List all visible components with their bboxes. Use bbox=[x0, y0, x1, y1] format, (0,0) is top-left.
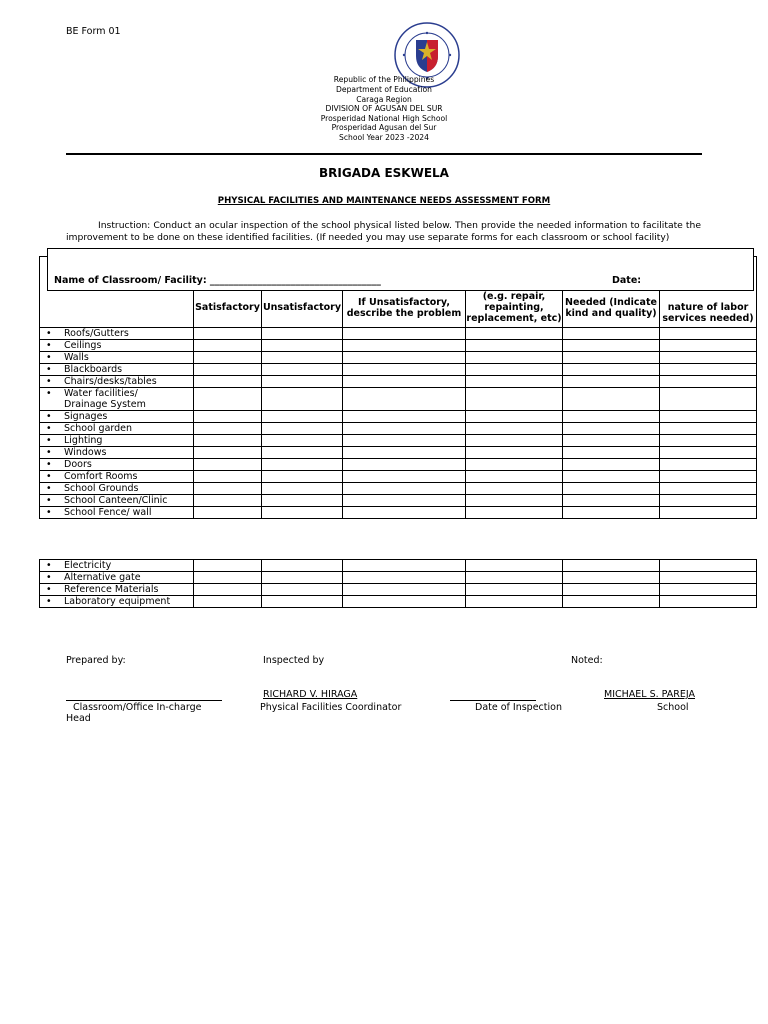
assessment-cell[interactable] bbox=[262, 352, 343, 364]
bullet-icon: • bbox=[46, 483, 52, 494]
facility-label: School Canteen/Clinic bbox=[64, 495, 168, 506]
assessment-cell[interactable] bbox=[563, 352, 660, 364]
assessment-cell[interactable] bbox=[563, 328, 660, 340]
facility-cell bbox=[40, 364, 194, 376]
assessment-cell[interactable] bbox=[194, 572, 262, 584]
assessment-cell[interactable] bbox=[563, 483, 660, 495]
assessment-cell[interactable] bbox=[660, 376, 757, 388]
assessment-cell[interactable] bbox=[563, 447, 660, 459]
assessment-cell[interactable] bbox=[262, 364, 343, 376]
assessment-cell[interactable] bbox=[660, 560, 757, 572]
assessment-cell[interactable] bbox=[660, 388, 757, 411]
inspected-by-label: Inspected by bbox=[263, 655, 325, 666]
facility-label: Alternative gate bbox=[64, 572, 141, 583]
facility-cell bbox=[40, 435, 194, 447]
assessment-cell[interactable] bbox=[660, 411, 757, 423]
facility-label: Signages bbox=[64, 411, 108, 422]
assessment-cell[interactable] bbox=[194, 596, 262, 608]
assessment-cell[interactable] bbox=[660, 471, 757, 483]
assessment-cell[interactable] bbox=[194, 507, 262, 519]
assessment-cell[interactable] bbox=[343, 596, 466, 608]
assessment-cell[interactable] bbox=[660, 352, 757, 364]
facility-cell bbox=[40, 560, 194, 572]
facility-cell bbox=[40, 483, 194, 495]
assessment-cell[interactable] bbox=[262, 495, 343, 507]
bullet-icon: • bbox=[46, 435, 52, 446]
assessment-cell[interactable] bbox=[262, 340, 343, 352]
bullet-icon: • bbox=[46, 507, 52, 518]
assessment-cell[interactable] bbox=[343, 328, 466, 340]
form-subtitle: PHYSICAL FACILITIES AND MAINTENANCE NEEDS ASSESSMENT FORM bbox=[217, 196, 551, 206]
table-row bbox=[40, 340, 757, 352]
assessment-cell[interactable] bbox=[194, 447, 262, 459]
table-row bbox=[40, 596, 757, 608]
table-row bbox=[40, 560, 757, 572]
assessment-cell[interactable] bbox=[466, 364, 563, 376]
form-title: BRIGADA ESKWELA bbox=[319, 166, 449, 180]
assessment-cell[interactable] bbox=[563, 459, 660, 471]
facility-label: Reference Materials bbox=[64, 584, 159, 595]
assessment-cell[interactable] bbox=[343, 584, 466, 596]
facility-cell bbox=[40, 584, 194, 596]
prepared-by-label: Prepared by: bbox=[66, 655, 126, 666]
classroom-facility-name-field[interactable]: Name of Classroom/ Facility: ____________________________________ bbox=[54, 275, 381, 286]
assessment-cell[interactable] bbox=[660, 584, 757, 596]
table-row bbox=[40, 388, 757, 411]
facility-cell bbox=[40, 376, 194, 388]
facility-cell bbox=[40, 459, 194, 471]
facilities-table bbox=[39, 256, 757, 519]
assessment-cell[interactable] bbox=[466, 376, 563, 388]
facility-label: School garden bbox=[64, 423, 133, 434]
facility-label: Ceilings bbox=[64, 340, 102, 351]
assessment-cell[interactable] bbox=[660, 328, 757, 340]
school-caption: School bbox=[657, 702, 689, 713]
assessment-cell[interactable] bbox=[466, 328, 563, 340]
assessment-cell[interactable] bbox=[262, 459, 343, 471]
assessment-cell[interactable] bbox=[194, 340, 262, 352]
facility-cell bbox=[40, 423, 194, 435]
assessment-cell[interactable] bbox=[262, 584, 343, 596]
assessment-cell[interactable] bbox=[262, 447, 343, 459]
assessment-cell[interactable] bbox=[194, 352, 262, 364]
assessment-cell[interactable] bbox=[194, 560, 262, 572]
table-row bbox=[40, 507, 757, 519]
facility-label: Comfort Rooms bbox=[64, 471, 138, 482]
table-row bbox=[40, 459, 757, 471]
facility-label: Walls bbox=[64, 352, 89, 363]
assessment-cell[interactable] bbox=[563, 596, 660, 608]
assessment-cell[interactable] bbox=[343, 483, 466, 495]
table-row bbox=[40, 495, 757, 507]
assessment-cell[interactable] bbox=[563, 584, 660, 596]
facility-cell bbox=[40, 411, 194, 423]
bullet-icon: • bbox=[46, 471, 52, 482]
assessment-cell[interactable] bbox=[343, 411, 466, 423]
facility-label: Roofs/Gutters bbox=[64, 328, 129, 339]
bullet-icon: • bbox=[46, 584, 52, 595]
assessment-cell[interactable] bbox=[262, 560, 343, 572]
bullet-icon: • bbox=[46, 423, 52, 434]
assessment-cell[interactable] bbox=[660, 423, 757, 435]
facility-cell bbox=[40, 596, 194, 608]
assessment-cell[interactable] bbox=[194, 423, 262, 435]
facility-label: Lighting bbox=[64, 435, 103, 446]
assessment-cell[interactable] bbox=[563, 435, 660, 447]
table-row bbox=[40, 584, 757, 596]
assessment-cell[interactable] bbox=[466, 483, 563, 495]
bullet-icon: • bbox=[46, 572, 52, 583]
header-line-school: Prosperidad National High School bbox=[320, 114, 448, 123]
assessment-cell[interactable] bbox=[563, 411, 660, 423]
assessment-cell[interactable] bbox=[466, 352, 563, 364]
assessment-cell[interactable] bbox=[194, 435, 262, 447]
assessment-cell[interactable] bbox=[194, 388, 262, 411]
assessment-cell[interactable] bbox=[194, 584, 262, 596]
assessment-cell[interactable] bbox=[660, 507, 757, 519]
bullet-icon: • bbox=[46, 560, 52, 571]
assessment-cell[interactable] bbox=[262, 471, 343, 483]
facility-cell bbox=[40, 495, 194, 507]
assessment-cell[interactable] bbox=[660, 340, 757, 352]
assessment-cell[interactable] bbox=[563, 507, 660, 519]
assessment-cell[interactable] bbox=[660, 459, 757, 471]
classroom-facility-header-box bbox=[47, 248, 754, 291]
facility-cell bbox=[40, 507, 194, 519]
table-row bbox=[40, 483, 757, 495]
col-header-work-type: (e.g. repair, repainting, replacement, etc) bbox=[466, 291, 562, 324]
assessment-cell[interactable] bbox=[343, 495, 466, 507]
col-header-labor-services: nature of labor services needed) bbox=[662, 302, 754, 324]
bullet-icon: • bbox=[46, 447, 52, 458]
assessment-cell[interactable] bbox=[466, 388, 563, 411]
assessment-cell[interactable] bbox=[343, 352, 466, 364]
additional-facilities-table bbox=[39, 559, 757, 608]
col-header-describe-problem: If Unsatisfactory, describe the problem bbox=[346, 297, 462, 319]
assessment-cell[interactable] bbox=[466, 447, 563, 459]
assessment-cell[interactable] bbox=[466, 423, 563, 435]
incharge-caption: Classroom/Office In-charge bbox=[73, 702, 202, 713]
bullet-icon: • bbox=[46, 459, 52, 470]
facility-cell bbox=[40, 328, 194, 340]
head-caption: Head bbox=[66, 713, 91, 724]
assessment-cell[interactable] bbox=[660, 364, 757, 376]
assessment-cell[interactable] bbox=[563, 572, 660, 584]
header-line-school-year: School Year 2023 -2024 bbox=[339, 133, 429, 142]
assessment-cell[interactable] bbox=[343, 507, 466, 519]
facility-label: School Grounds bbox=[64, 483, 139, 494]
header-line-division: DIVISION OF AGUSAN DEL SUR bbox=[325, 104, 443, 113]
facility-label: Doors bbox=[64, 459, 92, 470]
col-header-materials-needed: Needed (Indicate kind and quality) bbox=[565, 297, 657, 319]
assessment-cell[interactable] bbox=[194, 376, 262, 388]
facility-cell bbox=[40, 447, 194, 459]
assessment-cell[interactable] bbox=[262, 411, 343, 423]
assessment-cell[interactable] bbox=[262, 435, 343, 447]
header-line-republic: Republic of the Philippines bbox=[333, 75, 435, 84]
bullet-icon: • bbox=[46, 328, 52, 339]
table-row bbox=[40, 328, 757, 340]
assessment-cell[interactable] bbox=[563, 471, 660, 483]
instruction-text: Instruction: Conduct an ocular inspection of the school physical listed below. Then provide the needed information to facilitate the improvement to be done on these identified facilities. (If needed you may use separate forms for each classroom or school facility) bbox=[66, 220, 701, 243]
assessment-cell[interactable] bbox=[343, 376, 466, 388]
assessment-cell[interactable] bbox=[660, 596, 757, 608]
table-row bbox=[40, 572, 757, 584]
assessment-cell[interactable] bbox=[563, 376, 660, 388]
facility-cell bbox=[40, 340, 194, 352]
bullet-icon: • bbox=[46, 376, 52, 387]
assessment-cell[interactable] bbox=[660, 447, 757, 459]
date-of-inspection-caption: Date of Inspection bbox=[475, 702, 562, 713]
table-row bbox=[40, 364, 757, 376]
bullet-icon: • bbox=[46, 364, 52, 375]
assessment-cell[interactable] bbox=[262, 483, 343, 495]
assessment-cell[interactable] bbox=[466, 471, 563, 483]
facility-cell bbox=[40, 471, 194, 483]
assessment-cell[interactable] bbox=[343, 340, 466, 352]
assessment-cell[interactable] bbox=[343, 435, 466, 447]
header-line-department: Department of Education bbox=[336, 85, 432, 94]
assessment-cell[interactable] bbox=[466, 435, 563, 447]
assessment-cell[interactable] bbox=[194, 471, 262, 483]
facility-label: School Fence/ wall bbox=[64, 507, 152, 518]
table-row bbox=[40, 447, 757, 459]
coordinator-name: RICHARD V. HIRAGA bbox=[263, 689, 358, 700]
assessment-cell[interactable] bbox=[466, 596, 563, 608]
table-row bbox=[40, 352, 757, 364]
assessment-cell[interactable] bbox=[563, 423, 660, 435]
assessment-cell[interactable] bbox=[343, 459, 466, 471]
assessment-cell[interactable] bbox=[660, 572, 757, 584]
bullet-icon: • bbox=[46, 340, 52, 351]
table-row bbox=[40, 376, 757, 388]
header-line-region: Caraga Region bbox=[356, 95, 412, 104]
assessment-cell[interactable] bbox=[194, 459, 262, 471]
assessment-cell[interactable] bbox=[466, 584, 563, 596]
assessment-cell[interactable] bbox=[466, 572, 563, 584]
inspection-date-line[interactable] bbox=[450, 700, 536, 701]
assessment-cell[interactable] bbox=[262, 388, 343, 411]
facility-label: Water facilities/ Drainage System bbox=[64, 388, 146, 410]
assessment-cell[interactable] bbox=[262, 376, 343, 388]
table-row bbox=[40, 423, 757, 435]
assessment-cell[interactable] bbox=[563, 388, 660, 411]
assessment-cell[interactable] bbox=[262, 507, 343, 519]
col-header-unsatisfactory: Unsatisfactory bbox=[262, 302, 342, 313]
facility-label: Electricity bbox=[64, 560, 112, 571]
bullet-icon: • bbox=[46, 495, 52, 506]
bullet-icon: • bbox=[46, 352, 52, 363]
assessment-cell[interactable] bbox=[343, 471, 466, 483]
assessment-cell[interactable] bbox=[660, 435, 757, 447]
assessment-cell[interactable] bbox=[343, 447, 466, 459]
assessment-cell[interactable] bbox=[563, 560, 660, 572]
assessment-cell[interactable] bbox=[660, 483, 757, 495]
assessment-cell[interactable] bbox=[660, 495, 757, 507]
table-row bbox=[40, 471, 757, 483]
facility-label: Blackboards bbox=[64, 364, 123, 375]
col-header-satisfactory: Satisfactory bbox=[195, 302, 260, 313]
bullet-icon: • bbox=[46, 596, 52, 607]
incharge-signature-line[interactable] bbox=[66, 700, 222, 701]
assessment-cell[interactable] bbox=[343, 423, 466, 435]
assessment-cell[interactable] bbox=[262, 423, 343, 435]
assessment-cell[interactable] bbox=[466, 459, 563, 471]
assessment-cell[interactable] bbox=[466, 495, 563, 507]
school-head-name: MICHAEL S. PAREJA bbox=[604, 689, 696, 700]
assessment-cell[interactable] bbox=[194, 364, 262, 376]
assessment-cell[interactable] bbox=[343, 572, 466, 584]
assessment-cell[interactable] bbox=[563, 495, 660, 507]
assessment-cell[interactable] bbox=[262, 596, 343, 608]
table-row bbox=[40, 411, 757, 423]
bullet-icon: • bbox=[46, 411, 52, 422]
assessment-cell[interactable] bbox=[262, 328, 343, 340]
table-row bbox=[40, 435, 757, 447]
assessment-cell[interactable] bbox=[563, 364, 660, 376]
facility-label: Windows bbox=[64, 447, 107, 458]
assessment-cell[interactable] bbox=[466, 411, 563, 423]
assessment-cell[interactable] bbox=[466, 340, 563, 352]
assessment-cell[interactable] bbox=[343, 560, 466, 572]
assessment-cell[interactable] bbox=[343, 388, 466, 411]
facility-label: Chairs/desks/tables bbox=[64, 376, 157, 387]
assessment-cell[interactable] bbox=[466, 560, 563, 572]
inspection-date-label: Date: bbox=[612, 275, 642, 286]
coordinator-caption: Physical Facilities Coordinator bbox=[260, 702, 402, 713]
facility-cell bbox=[40, 572, 194, 584]
header-divider bbox=[66, 153, 702, 155]
assessment-cell[interactable] bbox=[343, 364, 466, 376]
facility-cell bbox=[40, 388, 194, 411]
assessment-cell[interactable] bbox=[194, 483, 262, 495]
assessment-cell[interactable] bbox=[194, 328, 262, 340]
facility-label: Laboratory equipment bbox=[64, 596, 171, 607]
assessment-cell[interactable] bbox=[262, 572, 343, 584]
assessment-cell[interactable] bbox=[194, 495, 262, 507]
assessment-cell[interactable] bbox=[563, 340, 660, 352]
facility-cell bbox=[40, 352, 194, 364]
assessment-cell[interactable] bbox=[466, 507, 563, 519]
assessment-cell[interactable] bbox=[194, 411, 262, 423]
bullet-icon: • bbox=[46, 388, 52, 399]
form-code: BE Form 01 bbox=[66, 26, 121, 37]
header-line-address: Prosperidad Agusan del Sur bbox=[331, 123, 437, 132]
noted-label: Noted: bbox=[571, 655, 603, 666]
